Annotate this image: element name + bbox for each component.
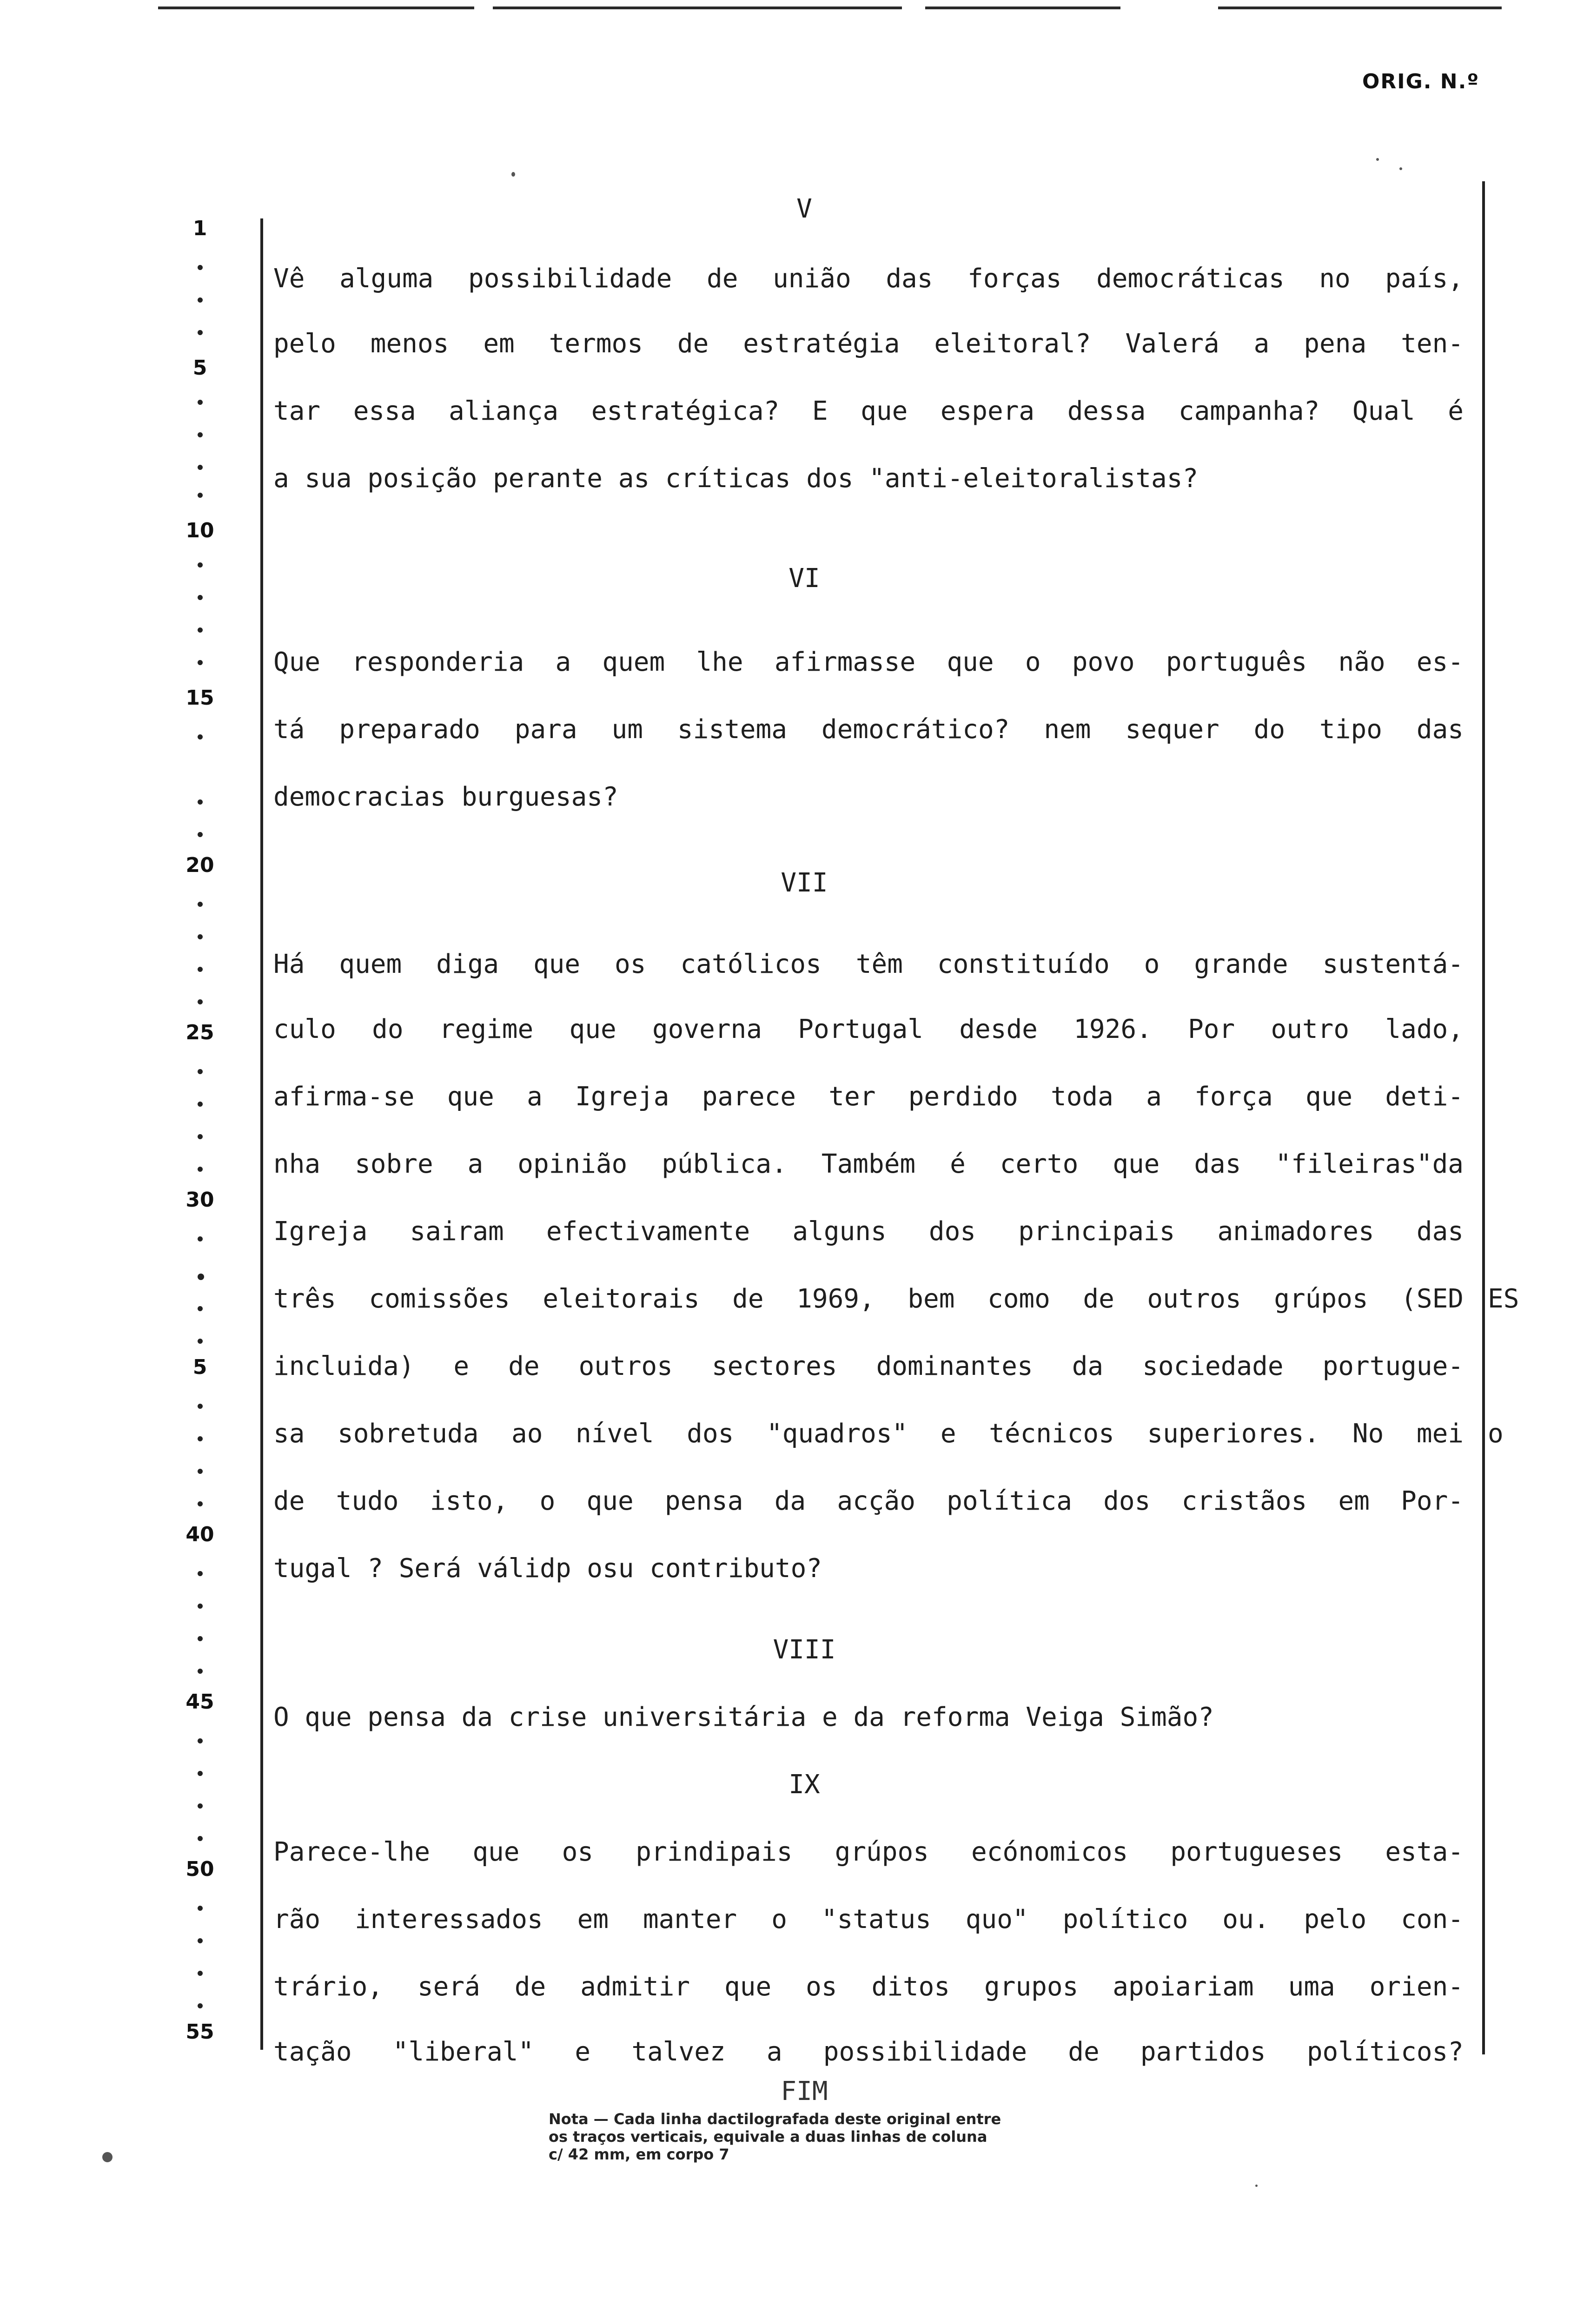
section-heading: VI bbox=[788, 563, 820, 594]
margin-number: 55 bbox=[186, 2020, 214, 2044]
footnote-line: Nota — Cada linha dactilografada deste original entre bbox=[549, 2110, 1001, 2128]
text-line: a sua posição perante as críticas dos "anti-eleitoralistas? bbox=[273, 463, 1199, 494]
section-heading: VII bbox=[781, 868, 828, 898]
overflow-text: ES bbox=[1488, 1284, 1519, 1314]
margin-number: 15 bbox=[186, 686, 214, 710]
footnote-line: os traços verticais, equivale a duas linhas de coluna bbox=[549, 2128, 987, 2146]
scan-speck bbox=[1376, 158, 1379, 161]
text-line: Que responderia a quem lhe afirmasse que o povo português não es- bbox=[273, 647, 1464, 677]
text-line: rão interessados em manter o "status quo" político ou. pelo con- bbox=[273, 1904, 1464, 1934]
text-line: Vê alguma possibilidade de união das forças democráticas no país, bbox=[273, 264, 1464, 294]
text-line: culo do regime que governa Portugal desde 1926. Por outro lado, bbox=[273, 1014, 1464, 1044]
margin-number: 5 bbox=[192, 356, 207, 380]
margin-number: 20 bbox=[186, 853, 214, 877]
text-line: sa sobretuda ao nível dos "quadros" e técnicos superiores. No mei bbox=[273, 1419, 1464, 1449]
margin-number: 45 bbox=[186, 1690, 214, 1714]
text-line: Parece-lhe que os prindipais grúpos ecónomicos portugueses esta- bbox=[273, 1837, 1464, 1867]
text-line: de tudo isto, o que pensa da acção política dos cristãos em Por- bbox=[273, 1486, 1464, 1516]
text-line: tar essa aliança estratégica? E que espera dessa campanha? Qual é bbox=[273, 396, 1464, 426]
scan-speck bbox=[1255, 2185, 1258, 2187]
margin-number: 1 bbox=[192, 217, 207, 240]
orig-number-label: ORIG. N.º bbox=[1362, 70, 1480, 93]
margin-number: 40 bbox=[186, 1523, 214, 1546]
text-line: tação "liberal" e talvez a possibilidade de partidos políticos? bbox=[273, 2037, 1464, 2067]
margin-number: 50 bbox=[186, 1857, 214, 1881]
scan-speck bbox=[1399, 167, 1402, 170]
text-line: tá preparado para um sistema democrático? nem sequer do tipo das bbox=[273, 714, 1464, 745]
section-heading: V bbox=[796, 194, 812, 224]
margin-number: 30 bbox=[186, 1188, 214, 1212]
text-line: trário, será de admitir que os ditos grupos apoiariam uma orien- bbox=[273, 1972, 1464, 2002]
text-line: nha sobre a opinião pública. Também é certo que das "fileiras"da bbox=[273, 1149, 1464, 1179]
text-line: três comissões eleitorais de 1969, bem como de outros grúpos (SED bbox=[273, 1284, 1464, 1314]
margin-number: 10 bbox=[186, 519, 214, 542]
scan-speck bbox=[511, 172, 515, 177]
end-mark: FIM bbox=[781, 2076, 828, 2106]
footnote bbox=[549, 2110, 1162, 2163]
footnote-line: c/ 42 mm, em corpo 7 bbox=[549, 2146, 729, 2163]
text-line: tugal ? Será válidp osu contributo? bbox=[273, 1553, 822, 1584]
section-heading: IX bbox=[788, 1769, 820, 1800]
section-heading: VIII bbox=[773, 1635, 836, 1665]
scan-speck bbox=[102, 2152, 113, 2162]
text-line: pelo menos em termos de estratégia eleitoral? Valerá a pena ten- bbox=[273, 329, 1464, 359]
margin-number: 25 bbox=[186, 1021, 214, 1044]
margin-number: 5 bbox=[192, 1355, 207, 1379]
text-line: afirma-se que a Igreja parece ter perdido toda a força que deti- bbox=[273, 1082, 1464, 1112]
text-line: democracias burguesas? bbox=[273, 782, 618, 812]
text-line: O que pensa da crise universitária e da reforma Veiga Simão? bbox=[273, 1702, 1214, 1732]
overflow-text: o bbox=[1488, 1419, 1504, 1449]
text-line: incluida) e de outros sectores dominantes da sociedade portugue- bbox=[273, 1351, 1464, 1381]
text-line: Igreja sairam efectivamente alguns dos principais animadores das bbox=[273, 1216, 1464, 1247]
text-line: Há quem diga que os católicos têm constituído o grande sustentá- bbox=[273, 949, 1464, 979]
